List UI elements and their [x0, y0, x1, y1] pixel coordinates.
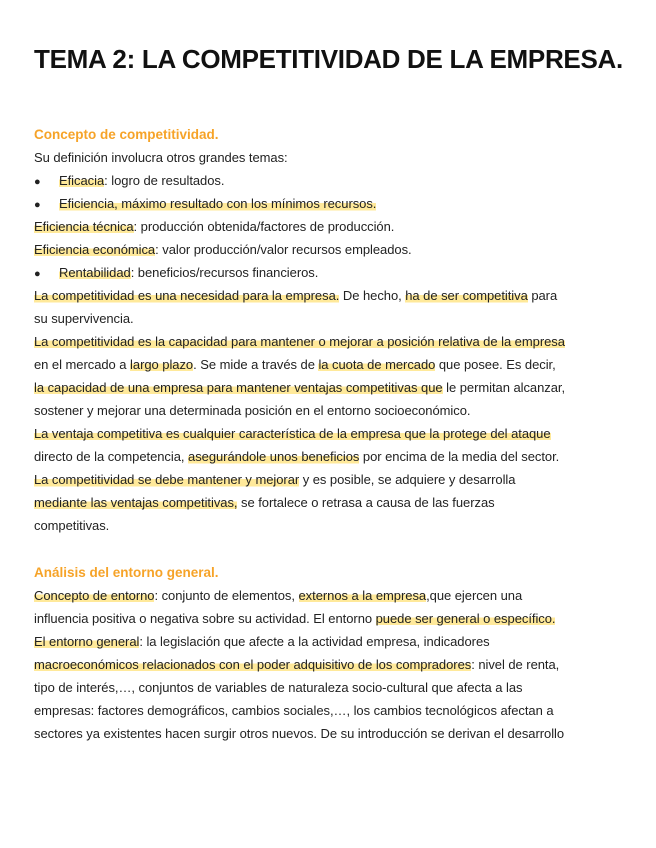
paragraph-line [34, 495, 495, 511]
highlight-text: asegurándole unos beneficios [188, 449, 360, 464]
text: influencia positiva o negativa sobre su actividad. El entorno [34, 611, 376, 626]
highlight-text: externos a la empresa [298, 588, 427, 603]
paragraph-line [34, 703, 554, 719]
text: en el mercado a [34, 357, 131, 372]
text: por encima de la media del sector. [359, 449, 560, 464]
bullet-eficacia [34, 173, 224, 190]
text: sostener y mejorar una determinada posición en el entorno socioeconómico. [34, 403, 471, 418]
highlight-text: La competitividad se debe mantener y mejorar [34, 472, 300, 487]
paragraph-line [34, 634, 490, 650]
text: De hecho, [339, 288, 406, 303]
text: ,que ejercen una [426, 588, 523, 603]
bullet-icon: ● [34, 199, 41, 211]
text: competitivas. [34, 518, 110, 533]
bullet-icon: ● [34, 176, 41, 188]
term-eficacia: Eficacia [59, 173, 105, 188]
text: sectores ya existentes hacen surgir otros nuevos. De su introducción se derivan el desarrollo [34, 726, 565, 741]
paragraph-line [34, 726, 564, 742]
eficiencia-economica-line [34, 242, 412, 258]
term-eficiencia-tecnica: Eficiencia técnica [34, 219, 134, 234]
text: : la legislación que afecte a la actividad empresa, indicadores [139, 634, 490, 649]
highlight-text: puede ser general o específico. [375, 611, 556, 626]
term-rentabilidad: Rentabilidad [59, 265, 131, 280]
paragraph-line [34, 611, 555, 627]
def-eficacia: : logro de resultados. [104, 173, 225, 188]
section-heading-entorno: Análisis del entorno general. [34, 565, 219, 580]
text: que posee. Es decir, [435, 357, 556, 372]
highlight-text: largo plazo [130, 357, 194, 372]
text: . Se mide a través de [193, 357, 319, 372]
intro-text: Su definición involucra otros grandes temas: [34, 150, 288, 165]
highlight-text: Concepto de entorno [34, 588, 155, 603]
paragraph-line [34, 357, 556, 373]
def-rentabilidad: : beneficios/recursos financieros. [130, 265, 319, 280]
highlight-text: El entorno general [34, 634, 140, 649]
section-heading-competitividad: Concepto de competitividad. [34, 127, 219, 142]
def-eficiencia-economica: : valor producción/valor recursos empleados. [155, 242, 412, 257]
text: directo de la competencia, [34, 449, 189, 464]
paragraph-line [34, 472, 515, 488]
text: : nivel de renta, [471, 657, 560, 672]
highlight-text: La competitividad es la capacidad para mantener o mejorar a posición relativa de la empresa [34, 334, 565, 349]
paragraph-line [34, 288, 557, 304]
text: se fortalece o retrasa a causa de las fuerzas [237, 495, 495, 510]
text: su supervivencia. [34, 311, 134, 326]
paragraph-line [34, 518, 109, 534]
paragraph-line [34, 426, 551, 442]
highlight-text: La competitividad es una necesidad para la empresa. [34, 288, 340, 303]
paragraph-line [34, 311, 134, 327]
page-title: TEMA 2: LA COMPETITIVIDAD DE LA EMPRESA. [34, 44, 623, 74]
text: y es posible, se adquiere y desarrolla [299, 472, 516, 487]
eficiencia-tecnica-line [34, 219, 394, 235]
paragraph-line [34, 334, 565, 350]
highlight-text: mediante las ventajas competitivas, [34, 495, 238, 510]
paragraph-line [34, 403, 470, 419]
text: : conjunto de elementos, [154, 588, 299, 603]
def-eficiencia-tecnica: : producción obtenida/factores de producción. [133, 219, 395, 234]
paragraph-line [34, 380, 565, 396]
bullet-eficiencia [34, 196, 376, 213]
text: le permitan alcanzar, [442, 380, 566, 395]
paragraph-line [34, 680, 523, 696]
highlight-text: macroeconómicos relacionados con el poder adquisitivo de los compradores [34, 657, 472, 672]
highlight-text: La ventaja competitiva es cualquier característica de la empresa que la protege del ataque [34, 426, 551, 441]
paragraph-line [34, 588, 522, 604]
text: tipo de interés,…, conjuntos de variables de naturaleza socio-cultural que afecta a las [34, 680, 523, 695]
term-eficiencia: Eficiencia, máximo resultado con los mínimos recursos. [59, 196, 377, 211]
highlight-text: la capacidad de una empresa para mantener ventajas competitivas que [34, 380, 443, 395]
bullet-rentabilidad [34, 265, 318, 282]
paragraph-line [34, 657, 559, 673]
bullet-icon: ● [34, 268, 41, 280]
intro-line [34, 150, 288, 166]
text: empresas: factores demográficos, cambios sociales,…, los cambios tecnológicos afectan a [34, 703, 554, 718]
text: para [527, 288, 558, 303]
term-eficiencia-economica: Eficiencia económica [34, 242, 156, 257]
paragraph-line [34, 449, 559, 465]
highlight-text: la cuota de mercado [318, 357, 436, 372]
highlight-text: ha de ser competitiva [405, 288, 528, 303]
